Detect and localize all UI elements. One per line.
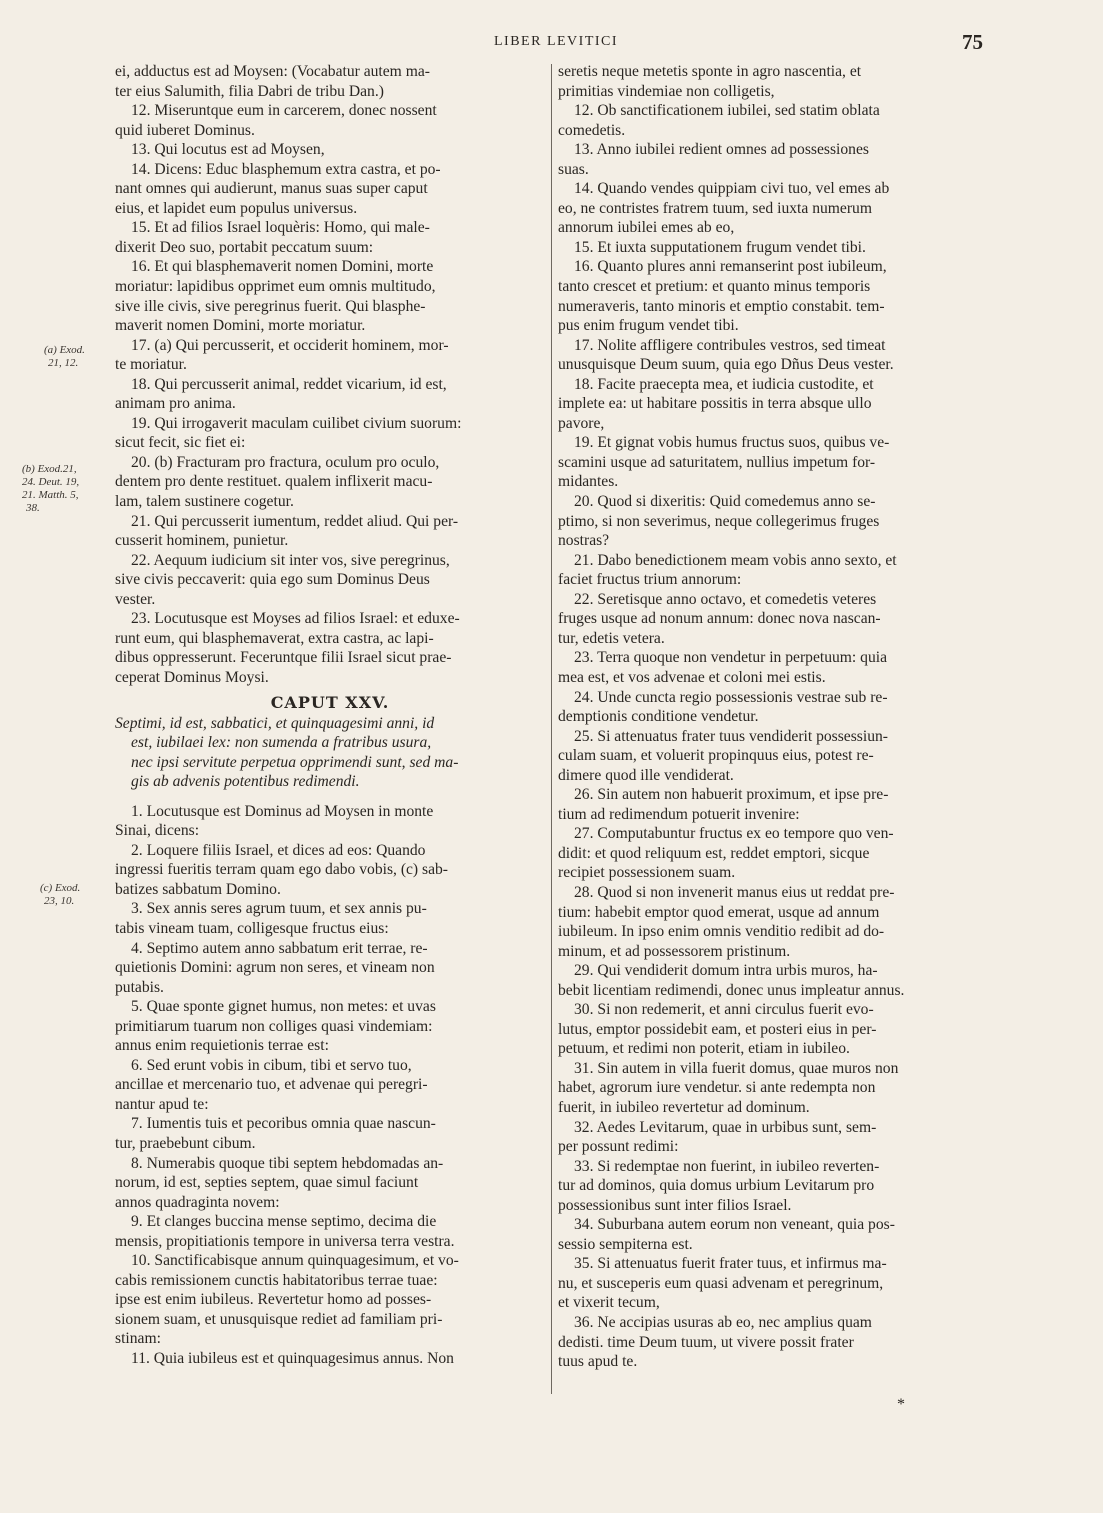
text-line: animam pro anima. <box>115 395 236 413</box>
text-line: Septimi, id est, sabbatici, et quinquagesimi anni, id <box>115 714 435 732</box>
text-line: primitiarum tuarum non colliges quasi vindemiam: <box>115 1017 433 1035</box>
text-line: 22. Seretisque anno octavo, et comedetis veteres <box>574 590 877 608</box>
text-line: dedisti. time Deum tuum, ut vivere possit frater <box>558 1333 854 1351</box>
text-line: suas. <box>558 160 589 178</box>
text-line: 35. Si attenuatus fuerit frater tuus, et infirmus ma- <box>574 1255 887 1273</box>
text-line: vester. <box>115 590 156 608</box>
text-line: tuus apud te. <box>558 1353 638 1371</box>
text-line: 12. Miseruntque eum in carcerem, donec nossent <box>131 102 437 120</box>
text-line: 32. Aedes Levitarum, quae in urbibus sunt, sem- <box>574 1118 877 1136</box>
text-line: ter eius Salumith, filia Dabri de tribu Dan.) <box>115 82 384 100</box>
footer-asterisk: * <box>897 1396 905 1413</box>
text-line: ipse est enim iubileus. Revertetur homo ad posses- <box>115 1291 432 1309</box>
text-line: seretis neque metetis sponte in agro nascentia, et <box>558 63 862 80</box>
text-line: 34. Suburbana autem eorum non veneant, quia pos- <box>574 1216 895 1234</box>
text-line: quietionis Domini: agrum non seres, et vineam non <box>115 959 435 977</box>
margin-note-line: 38. <box>26 502 40 514</box>
text-line: annorum iubilei emes ab eo, <box>558 219 735 237</box>
text-line: dimere quod ille vendiderat. <box>558 766 734 784</box>
text-line: fuerit, in iubileo revertetur ad dominum. <box>558 1098 810 1116</box>
text-line: 5. Quae sponte gignet humus, non metes: et uvas <box>131 998 436 1016</box>
text-line: gis ab advenis potentibus redimendi. <box>131 773 360 791</box>
text-line: 13. Qui locutus est ad Moysen, <box>131 141 325 159</box>
text-line: ei, adductus est ad Moysen: (Vocabatur autem ma- <box>115 63 430 80</box>
text-line: pavore, <box>558 414 605 432</box>
text-line: maverit nomen Domini, morte moriatur. <box>115 317 366 335</box>
margin-note-line: (b) Exod.21, <box>22 463 77 475</box>
margin-note-b <box>22 463 112 515</box>
text-line: implete ea: ut habitare possitis in terra absque ullo <box>558 395 872 413</box>
text-line: eius, et lapidet eum populus universus. <box>115 199 358 217</box>
text-line: possessionibus sunt inter filios Israel. <box>558 1196 792 1214</box>
text-line: 19. Et gignat vobis humus fructus suos, quibus ve- <box>574 434 890 452</box>
text-line: 6. Sed erunt vobis in cibum, tibi et servo tuo, <box>131 1056 412 1074</box>
text-line: 4. Septimo autem anno sabbatum erit terrae, re- <box>131 939 428 957</box>
text-line: 28. Quod si non invenerit manus eius ut reddat pre- <box>574 883 895 901</box>
text-line: 11. Quia iubileus est et quinquagesimus annus. Non <box>131 1350 454 1367</box>
text-line: culam suam, et voluerit propinquus eius, potest re- <box>558 747 874 765</box>
text-line: ceperat Dominus Moysi. <box>115 668 269 686</box>
text-line: 2. Loquere filiis Israel, et dices ad eos: Quando <box>131 841 426 859</box>
text-line: tium ad redimendum potuerit invenire: <box>558 805 800 823</box>
text-line: dibus oppresserunt. Feceruntque filii Israel sicut prae- <box>115 649 452 667</box>
text-line: iubileum. In ipso enim omnis venditio redibit ad do- <box>558 923 885 941</box>
text-line: runt eum, qui blasphemaverat, extra castra, ac lapi- <box>115 629 434 647</box>
text-line: est, iubilaei lex: non sumenda a fratribus usura, <box>131 734 432 752</box>
text-line: sive civis peccaverit: quia ego sum Dominus Deus <box>115 571 430 589</box>
text-line: 31. Sin autem in villa fuerit domus, quae muros non <box>574 1059 899 1077</box>
text-line: bebit licentiam redimendi, donec unus impleatur annus. <box>558 981 905 999</box>
text-line: 18. Qui percusserit animal, reddet vicarium, id est, <box>131 375 447 393</box>
text-line: moriatur: lapidibus opprimet eum omnis multitudo, <box>115 278 436 296</box>
text-line: 14. Dicens: Educ blasphemum extra castra, et po- <box>131 160 441 178</box>
text-line: 17. Nolite affligere contribules vestros, sed timeat <box>574 336 886 354</box>
text-line: sicut fecit, sic fiet ei: <box>115 434 246 452</box>
text-line: mensis, propitiationis tempore in universa terra vestra. <box>115 1232 455 1250</box>
text-line: 23. Locutusque est Moyses ad filios Israel: et eduxe- <box>131 610 460 628</box>
text-line: 29. Qui vendiderit domum intra urbis muros, ha- <box>574 962 878 980</box>
text-line: numeraveris, tanto minoris et emptio constabit. tem- <box>558 297 885 315</box>
left-text-block-b <box>115 802 545 1369</box>
text-line: petuum, et redimi non poterit, etiam in iubileo. <box>558 1040 850 1058</box>
text-line: 19. Qui irrogaverit maculam cuilibet civium suorum: <box>131 414 462 432</box>
text-line: nu, et susceperis eum quasi advenam et peregrinum, <box>558 1274 884 1292</box>
text-line: 24. Unde cuncta regio possessionis vestrae sub re- <box>574 688 888 706</box>
text-line: lutus, emptor possidebit eam, et posteri eius in per- <box>558 1020 877 1038</box>
text-line: annos quadraginta novem: <box>115 1193 280 1211</box>
chapter-summary <box>115 714 545 792</box>
text-line: cabis remissionem cunctis habitatoribus terrae tuae: <box>115 1271 438 1289</box>
text-line: Sinai, dicens: <box>115 822 200 840</box>
text-line: tabis vineam tuam, colligesque fructus eius: <box>115 919 389 937</box>
text-line: 16. Quanto plures anni remanserint post iubileum, <box>574 258 887 276</box>
text-line: 7. Iumentis tuis et pecoribus omnia quae nascun- <box>131 1115 436 1133</box>
margin-note-line: 24. Deut. 19, <box>22 476 80 488</box>
text-line: nostras? <box>558 532 610 550</box>
text-line: batizes sabbatum Domino. <box>115 880 281 898</box>
text-line: nant omnes qui audierunt, manus suas super caput <box>115 180 428 198</box>
text-line: 36. Ne accipias usuras ab eo, nec amplius quam <box>574 1314 872 1331</box>
text-line: 20. (b) Fracturam pro fractura, oculum pro oculo, <box>131 453 440 471</box>
margin-note-line: (c) Exod. <box>40 882 81 894</box>
text-line: 17. (a) Qui percusserit, et occiderit hominem, mor- <box>131 336 449 354</box>
text-line: quid iuberet Dominus. <box>115 121 255 139</box>
text-line: et vixerit tecum, <box>558 1294 660 1312</box>
text-line: cusserit hominem, punietur. <box>115 532 289 550</box>
text-line: dentem pro dente restituet. qualem inflixerit macu- <box>115 473 433 491</box>
right-text-block <box>558 62 988 1372</box>
text-line: didit: et quod reliquum est, reddet emptori, sicque <box>558 844 870 862</box>
column-divider <box>551 64 552 1394</box>
text-line: recipiet possessionem suam. <box>558 864 736 882</box>
text-line: 13. Anno iubilei redient omnes ad possessiones <box>574 141 869 159</box>
text-line: 27. Computabuntur fructus ex eo tempore quo ven- <box>574 825 894 843</box>
chapter-title: CAPUT XXV. <box>270 692 390 712</box>
text-line: faciet fructus trium annorum: <box>558 571 742 589</box>
text-line: 23. Terra quoque non vendetur in perpetuum: quia <box>574 649 888 667</box>
text-line: per possunt redimi: <box>558 1138 679 1156</box>
right-column <box>558 62 988 1372</box>
text-line: 30. Si non redemerit, et anni circulus fuerit evo- <box>574 1001 874 1019</box>
text-line: 18. Facite praecepta mea, et iudicia custodite, et <box>574 375 874 393</box>
text-line: comedetis. <box>558 121 626 139</box>
text-line: nec ipsi servitute perpetua opprimendi sunt, sed ma- <box>131 753 459 771</box>
text-line: 21. Qui percusserit iumentum, reddet aliud. Qui per- <box>131 512 459 530</box>
text-line: putabis. <box>115 978 164 996</box>
text-line: nantur apud te: <box>115 1095 209 1113</box>
text-line: 9. Et clanges buccina mense septimo, decima die <box>131 1213 437 1231</box>
text-line: tur, praebebunt cibum. <box>115 1134 256 1152</box>
text-line: midantes. <box>558 473 619 491</box>
text-line: primitias vindemiae non colligetis, <box>558 82 775 100</box>
text-line: 26. Sin autem non habuerit proximum, et ipse pre- <box>574 786 889 804</box>
text-line: 1. Locutusque est Dominus ad Moysen in monte <box>131 802 434 820</box>
text-line: te moriatur. <box>115 356 187 374</box>
text-line: 14. Quando vendes quippiam civi tuo, vel emes ab <box>574 180 890 198</box>
text-line: tanto crescet et pretium: et quanto minus temporis <box>558 278 871 296</box>
left-text-block-a <box>115 62 545 688</box>
text-line: 15. Et ad filios Israel loquèris: Homo, qui male- <box>131 219 430 237</box>
page-number: 75 <box>962 30 983 54</box>
text-line: annus enim requietionis terrae est: <box>115 1037 329 1055</box>
running-title: LIBER LEVITICI <box>494 34 619 49</box>
margin-note-line: 23, 10. <box>44 895 75 907</box>
text-line: 3. Sex annis seres agrum tuum, et sex annis pu- <box>131 900 427 918</box>
page-header <box>0 30 1103 56</box>
text-line: norum, id est, septies septem, quae simul faciunt <box>115 1174 419 1192</box>
text-line: tium: habebit emptor quod emerat, usque ad annum <box>558 903 880 921</box>
text-line: 22. Aequum iudicium sit inter vos, sive peregrinus, <box>131 551 450 569</box>
text-line: eo, ne contristes fratrem tuum, sed iuxta numerum <box>558 199 872 217</box>
text-line: 8. Numerabis quoque tibi septem hebdomadas an- <box>131 1154 444 1172</box>
text-line: unusquisque Deum suum, quia ego Dñus Deus vester. <box>558 356 894 374</box>
text-line: ptimo, si non severimus, neque collegerimus fruges <box>558 512 880 530</box>
text-line: tur ad dominos, quia domus urbium Levitarum pro <box>558 1177 875 1195</box>
left-column <box>115 62 545 1369</box>
text-line: pus enim frugum vendet tibi. <box>558 317 739 335</box>
text-line: ancillae et mercenario tuo, et advenae qui peregri- <box>115 1076 428 1094</box>
margin-note-line: (a) Exod. <box>44 344 85 356</box>
text-line: lam, talem sustinere cogetur. <box>115 493 294 511</box>
text-line: habet, agrorum iure vendetur. si ante redempta non <box>558 1079 876 1097</box>
text-line: 33. Si redemptae non fuerint, in iubileo reverten- <box>574 1157 880 1175</box>
text-line: sessio sempiterna est. <box>558 1235 693 1253</box>
text-line: sive ille civis, sive peregrinus fuerit. Qui blasphe- <box>115 297 426 315</box>
text-line: tur, edetis vetera. <box>558 629 665 647</box>
text-line: scamini usque ad saturitatem, nullius impetum for- <box>558 453 876 471</box>
text-line: mea est, et vos advenae et coloni mei estis. <box>558 668 826 686</box>
text-line: ingressi fueritis terram quam ego dabo vobis, (c) sab- <box>115 861 449 879</box>
text-line: 21. Dabo benedictionem meam vobis anno sexto, et <box>574 551 897 569</box>
text-line: stinam: <box>115 1330 161 1348</box>
text-line: 25. Si attenuatus frater tuus vendiderit possessiun- <box>574 727 888 745</box>
margin-note-line: 21. Matth. 5, <box>22 489 79 501</box>
text-line: 10. Sanctificabisque annum quinquagesimum, et vo- <box>131 1252 459 1270</box>
margin-note-line: 21, 12. <box>48 357 79 369</box>
text-line: sionem suam, et unusquisque rediet ad familiam pri- <box>115 1310 443 1328</box>
text-line: 12. Ob sanctificationem iubilei, sed statim oblata <box>574 102 880 120</box>
text-line: 15. Et iuxta supputationem frugum vendet tibi. <box>574 238 866 256</box>
text-line: 20. Quod si dixeritis: Quid comedemus anno se- <box>574 493 876 511</box>
text-line: 16. Et qui blasphemaverit nomen Domini, morte <box>131 258 434 276</box>
text-line: demptionis conditione vendetur. <box>558 708 759 726</box>
text-line: dixerit Deo suo, portabit peccatum suum: <box>115 238 374 256</box>
text-line: minum, et ad possessorem pristinum. <box>558 942 791 960</box>
text-line: fruges usque ad nonum annum: donec nova nascan- <box>558 610 881 628</box>
